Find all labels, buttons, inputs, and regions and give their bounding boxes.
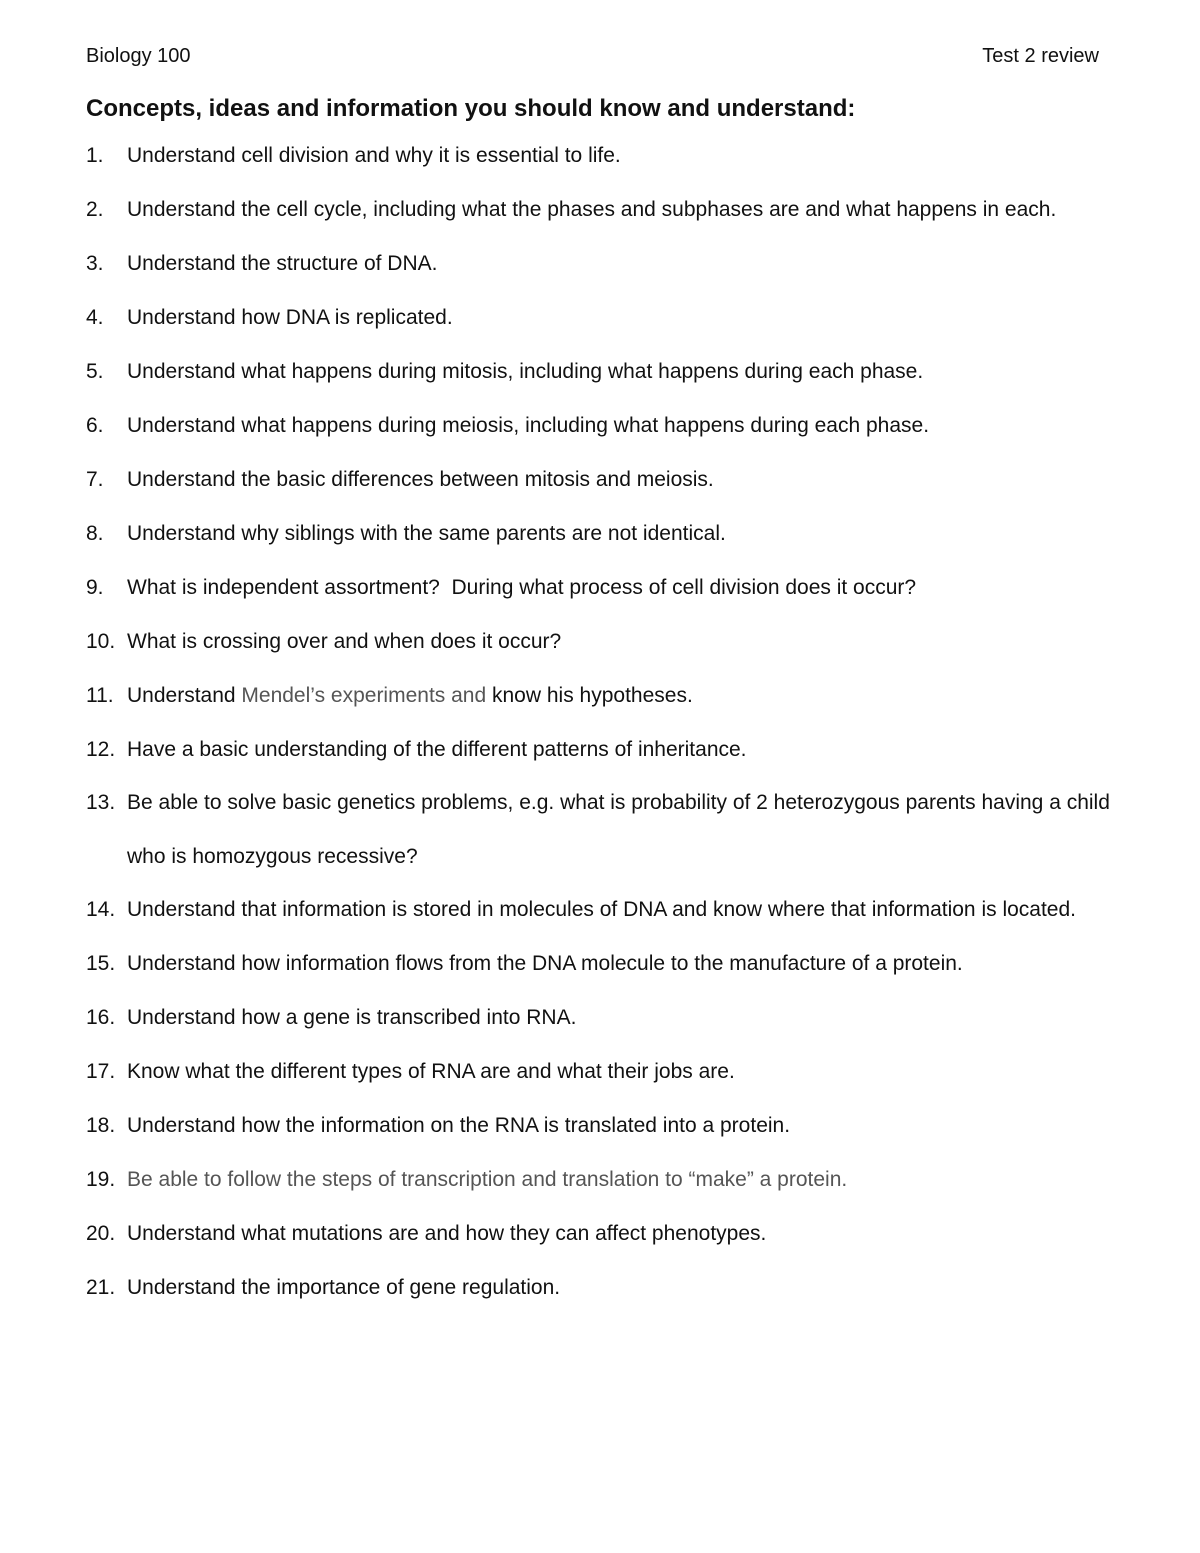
item-text: Understand how DNA is replicated. — [127, 306, 453, 329]
item-text-part: know his hypotheses. — [492, 684, 693, 707]
item-text-part: Understand — [127, 684, 242, 707]
list-item — [86, 883, 1116, 937]
item-number: 19. — [86, 1168, 116, 1191]
item-number: 18. — [86, 1114, 116, 1137]
item-number: 21. — [86, 1276, 116, 1299]
item-number: 9. — [86, 576, 104, 599]
item-number: 14. — [86, 898, 116, 921]
list-item — [86, 1274, 1116, 1301]
list-item — [86, 1058, 1116, 1085]
item-text: Understand the basic differences between mitosis and meiosis. — [127, 468, 714, 491]
item-text: Understand why siblings with the same parents are not identical. — [127, 522, 726, 545]
section-heading: Concepts, ideas and information you should know and understand: — [86, 95, 856, 122]
list-item — [86, 628, 1116, 655]
item-number: 10. — [86, 630, 116, 653]
item-number: 2. — [86, 198, 104, 221]
list-item — [86, 466, 1116, 493]
item-text: Understand what mutations are and how they can affect phenotypes. — [127, 1222, 767, 1245]
item-text: Understand how a gene is transcribed into RNA. — [127, 1006, 577, 1029]
item-text: Understand what happens during mitosis, including what happens during each phase. — [127, 360, 924, 383]
list-item — [86, 520, 1116, 547]
item-text: Have a basic understanding of the different patterns of inheritance. — [127, 738, 747, 761]
list-item — [86, 142, 1116, 169]
list-item — [86, 682, 1116, 709]
item-text: Know what the different types of RNA are and what their jobs are. — [127, 1060, 735, 1083]
item-number: 12. — [86, 738, 116, 761]
item-number: 6. — [86, 414, 104, 437]
item-text: What is independent assortment? During what process of cell division does it occur? — [127, 576, 917, 599]
item-number: 17. — [86, 1060, 116, 1083]
list-item — [86, 1166, 1116, 1193]
item-text: Be able to solve basic genetics problems, e.g. what is probability of 2 heterozygous parents having a child who is homozygous recessive? — [127, 791, 1110, 868]
item-number: 3. — [86, 252, 104, 275]
review-list — [86, 142, 1116, 1328]
list-item — [86, 196, 1116, 223]
list-item — [86, 574, 1116, 601]
item-number: 13. — [86, 791, 116, 814]
list-item — [86, 1220, 1116, 1247]
item-text: Be able to follow the steps of transcription and translation to “make” a protein. — [127, 1168, 848, 1191]
list-item — [86, 304, 1116, 331]
item-number: 16. — [86, 1006, 116, 1029]
list-item — [86, 1112, 1116, 1139]
list-item — [86, 250, 1116, 277]
item-text: What is crossing over and when does it occur? — [127, 630, 562, 653]
item-number: 15. — [86, 952, 116, 975]
item-number: 5. — [86, 360, 104, 383]
list-item — [86, 358, 1116, 385]
item-text: Understand the structure of DNA. — [127, 252, 438, 275]
item-text: Understand cell division and why it is essential to life. — [127, 144, 621, 167]
item-text: Understand that information is stored in molecules of DNA and know where that information is located. — [127, 898, 1076, 921]
item-number: 20. — [86, 1222, 116, 1245]
item-text: Understand how information flows from the DNA molecule to the manufacture of a protein. — [127, 952, 963, 975]
item-text: Understand the importance of gene regulation. — [127, 1276, 561, 1299]
list-item — [86, 1004, 1116, 1031]
document-title: Test 2 review — [982, 45, 1099, 67]
item-number: 4. — [86, 306, 104, 329]
item-text-part: Mendel’s experiments and — [241, 684, 492, 707]
course-name: Biology 100 — [86, 45, 191, 67]
list-item — [86, 412, 1116, 439]
item-text: Understand what happens during meiosis, including what happens during each phase. — [127, 414, 930, 437]
list-item — [86, 950, 1116, 977]
item-text: Understand the cell cycle, including what the phases and subphases are and what happens in each. — [127, 198, 1057, 221]
item-text: Understand how the information on the RNA is translated into a protein. — [127, 1114, 791, 1137]
item-number: 11. — [86, 684, 114, 707]
item-number: 1. — [86, 144, 104, 167]
item-number: 8. — [86, 522, 104, 545]
list-item — [86, 776, 1116, 884]
list-item — [86, 736, 1116, 763]
item-number: 7. — [86, 468, 104, 491]
